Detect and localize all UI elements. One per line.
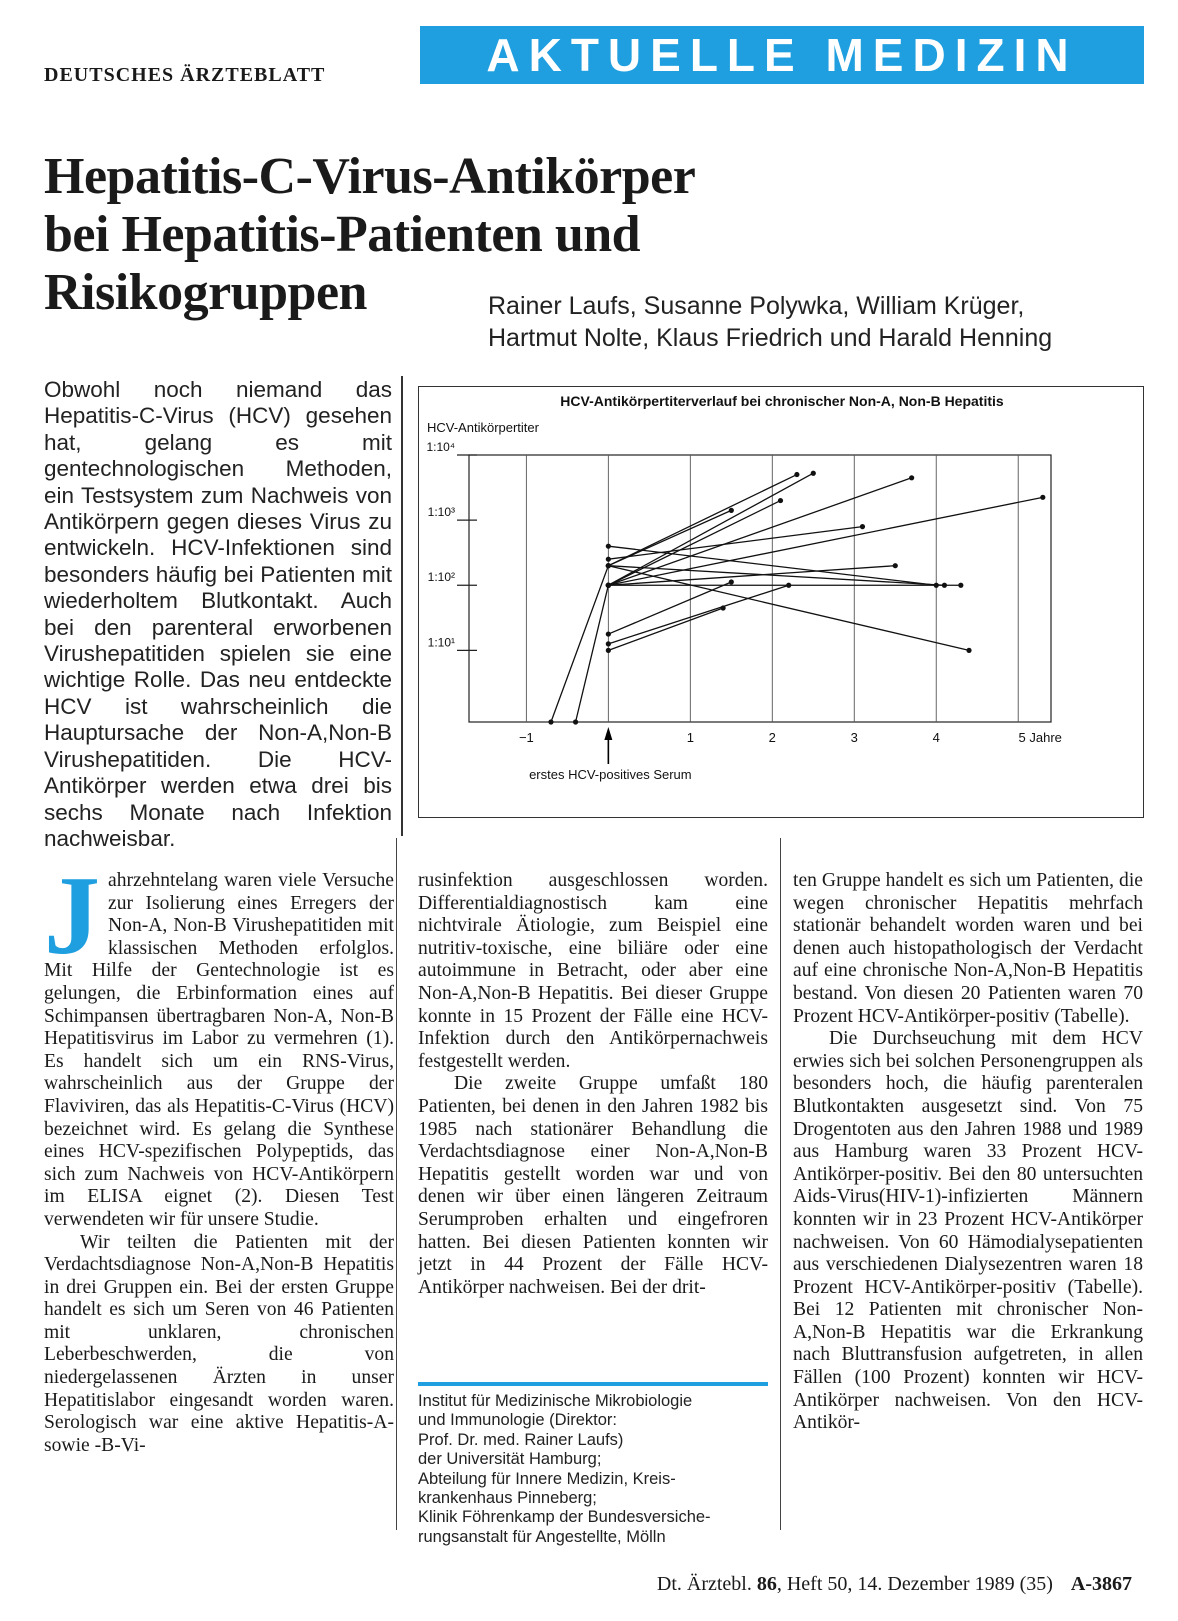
affiliation (418, 1392, 778, 1547)
data-point (934, 583, 939, 588)
x-tick-label: 5 Jahre (1018, 730, 1062, 745)
data-point (1040, 495, 1045, 500)
paragraph (44, 854, 394, 1232)
x-tick-label: 1 (686, 730, 694, 745)
title-line: Risikogruppen (44, 264, 367, 321)
data-point (893, 563, 898, 568)
data-point (573, 719, 578, 724)
paragraph-text: ahrzehntelang waren viele Versuche zur Isolierung eines Erregers der Non-A, Non-B Virushepatitiden mit klassischen Methoden erfolglos. Mit Hilfe der Gentechnologie ist es gelungen, die Erbinformation eines auf Schimpansen übertragbaren Non-A, Non-B Hepatitisvirus im Labor zu vermehren (1). Es handelt sich um ein RNS-Virus, wahrscheinlich aus der Gruppe der Flaviviren, das als Hepatitis-C-Virus (HCV) bezeichnet wird. Es gelang die Synthese eines HCV-spezifischen Polypeptids, das sich zum Nachweis von HCV-Antikörpern im ELISA eignet (2). Diesen Test verwendeten wir für unsere Studie. (44, 870, 394, 1230)
y-tick-label: 1:10³ (427, 505, 455, 520)
y-axis-label: HCV-Antikörpertiter (427, 420, 539, 435)
x-tick-label: −1 (518, 730, 534, 745)
lead-divider (401, 376, 403, 836)
chart-svg (419, 387, 1145, 819)
data-point (606, 563, 611, 568)
data-point (778, 498, 783, 503)
y-tick-label: 1:10¹ (427, 635, 455, 650)
paragraph: Die zweite Gruppe umfaßt 180 Patienten, bei denen in den Jahren 1982 bis 1985 nach stationärer Behandlung die Verdachtsdiagnose einer Non-A,Non-B Hepatitis gestellt worden war und von denen wir über einen längeren Zeitraum Serumproben erhalten und eingefroren hatten. Bei diesen Patienten konnten wir jetzt in 44 Prozent der Fälle HCV-Antikörper nachweisen. Bei der drit- (418, 1073, 768, 1298)
affiliation-rule (418, 1382, 768, 1386)
plot-area (469, 455, 1051, 722)
series-line (551, 475, 797, 722)
x-axis-label: erstes HCV-positives Serum (529, 767, 692, 782)
series-line (608, 585, 788, 644)
text-column-1 (44, 854, 394, 1457)
page-number: A-3867 (1070, 1573, 1132, 1595)
series-line (608, 608, 723, 650)
authors (488, 290, 1052, 354)
paragraph: rusinfektion ausgeschlossen worden. Differentialdiagnostisch kam eine nichtvirale Ätiologie, zum Beispiel eine nutritiv-toxische, eine biliäre oder eine autoimmune in Betracht, oder aber eine Non-A,Non-B Hepatitis. Bei dieser Gruppe konnte in 15 Prozent der Fälle eine HCV-Infektion durch den Antikörpernachweis festgestellt werden. (418, 870, 768, 1072)
volume: 86 (756, 1573, 777, 1595)
column-rule (780, 838, 781, 1530)
title-line: Hepatitis-C-Virus-Antikörper (44, 148, 696, 205)
paragraph: ten Gruppe handelt es sich um Patienten, die wegen chronischer Hepatitis mehrfach stationär behandelt worden waren und bei denen auch histopathologisch der Verdacht auf eine chronische Non-A,Non-B Hepatitis bestand. Von diesen 20 Patienten waren 70 Prozent HCV-Antikörper-positiv (Tabelle). (793, 870, 1143, 1027)
data-point (909, 475, 914, 480)
affiliation-line: und Immunologie (Direktor: (418, 1411, 617, 1430)
series-line (608, 566, 969, 651)
data-point (811, 471, 816, 476)
marker-arrow-head (604, 727, 612, 740)
text-column-2 (418, 870, 768, 1299)
authors-line: Rainer Laufs, Susanne Polywka, William Krüger, (488, 292, 1025, 320)
affiliation-line: Abteilung für Innere Medizin, Kreis- (418, 1469, 676, 1488)
data-point (966, 648, 971, 653)
paragraph: Die Durchseuchung mit dem HCV erwies sich bei solchen Personengruppen als besonders hoch, die häufig parenteralen Blutkontakten ausgesetzt sind. Von 75 Drogentoten aus den Jahren 1988 und 1989 aus Hamburg waren 33 Prozent HCV-Antikörper-positiv. Bei den 80 untersuchten Aids-Virus(HIV-1)-infizierten Männern konnten wir in 23 Prozent HCV-Antikörper nachweisen. Von 60 Hämodialysepatienten aus verschiedenen Dialysezentren waren 18 Prozent HCV-Antikörper-positiv (Tabelle). Bei 12 Patienten mit chronischer Non-A,Non-B Hepatitis war die Erkrankung nach Bluttransfusion aufgetreten, in allen Fällen (100 Prozent) konnten wir HCV-Antikörper nachweisen. Von den HCV-Antikör- (793, 1028, 1143, 1434)
lead-paragraph: Obwohl noch niemand das Hepatitis-C-Virus (HCV) gesehen hat, gelang es mit gentechnologischen Methoden, ein Testsystem zum Nachweis von Antikörpern gegen dieses Virus zu entwickeln. HCV-Infektionen sind besonders häufig bei Patienten mit wiederholtem Blutkontakt. Auch bei den parenteral erworbenen Virushepatitiden spielen sie eine wichtige Rolle. Das neu entdeckte HCV ist wahrscheinlich die Hauptursache der Non-A,Non-B Virushepatitiden. Die HCV-Antikörper werden etwa drei bis sechs Monate nach Infektion nachweisbar. (44, 377, 392, 851)
journal-abbr: Dt. Ärztebl. (656, 1573, 752, 1595)
titer-chart (418, 386, 1144, 818)
column-rule (396, 838, 397, 1530)
title-line: bei Hepatitis-Patienten und (44, 206, 641, 263)
data-point (786, 583, 791, 588)
data-point (794, 472, 799, 477)
data-point (606, 583, 611, 588)
data-point (606, 544, 611, 549)
series-line (608, 501, 780, 586)
series-line (608, 527, 862, 560)
x-tick-label: 3 (850, 730, 858, 745)
y-tick-label: 1:10⁴ (426, 440, 455, 454)
series-line (608, 478, 911, 585)
data-point (860, 524, 865, 529)
text-column-3 (793, 870, 1143, 1435)
series-line (608, 510, 731, 565)
x-tick-label: 2 (768, 730, 776, 745)
section-banner: AKTUELLE MEDIZIN (420, 26, 1144, 84)
affiliation-line: rungsanstalt für Angestellte, Mölln (418, 1527, 666, 1546)
data-point (606, 631, 611, 636)
drop-cap: J (44, 854, 100, 978)
series-line (608, 582, 731, 634)
issue-info: , Heft 50, 14. Dezember 1989 (35) (776, 1573, 1053, 1595)
affiliation-line: Institut für Medizinische Mikrobiologie (418, 1392, 693, 1410)
page-footer (657, 1573, 1132, 1596)
y-tick-label: 1:10² (427, 570, 455, 585)
data-point (721, 605, 726, 610)
chart-title: HCV-Antikörpertiterverlauf bei chronischer Non-A, Non-B Hepatitis (560, 393, 1004, 409)
paragraph: Wir teilten die Patienten mit der Verdachtsdiagnose Non-A,Non-B Hepatitis in drei Gruppen ein. Bei der ersten Gruppe handelt es sich um Seren von 46 Patienten mit unklaren, chronischen Leberbeschwerden, die von niedergelassenen Ärzten in unser Hepatitislabor eingesandt worden waren. Serologisch war eine aktive Hepatitis-A- sowie -B-Vi- (44, 1231, 394, 1456)
data-point (606, 648, 611, 653)
data-point (958, 583, 963, 588)
data-point (548, 719, 553, 724)
affiliation-line: Prof. Dr. med. Rainer Laufs) (418, 1430, 624, 1449)
affiliation-line: Klinik Föhrenkamp der Bundesversiche- (418, 1508, 711, 1527)
data-point (729, 508, 734, 513)
affiliation-line: der Universität Hamburg; (418, 1450, 602, 1469)
data-point (729, 579, 734, 584)
data-point (606, 641, 611, 646)
journal-name: DEUTSCHES ÄRZTEBLATT (44, 64, 326, 86)
x-tick-label: 4 (932, 730, 940, 745)
authors-line: Hartmut Nolte, Klaus Friedrich und Harald Henning (488, 324, 1053, 352)
affiliation-line: krankenhaus Pinneberg; (418, 1489, 597, 1508)
data-point (606, 557, 611, 562)
